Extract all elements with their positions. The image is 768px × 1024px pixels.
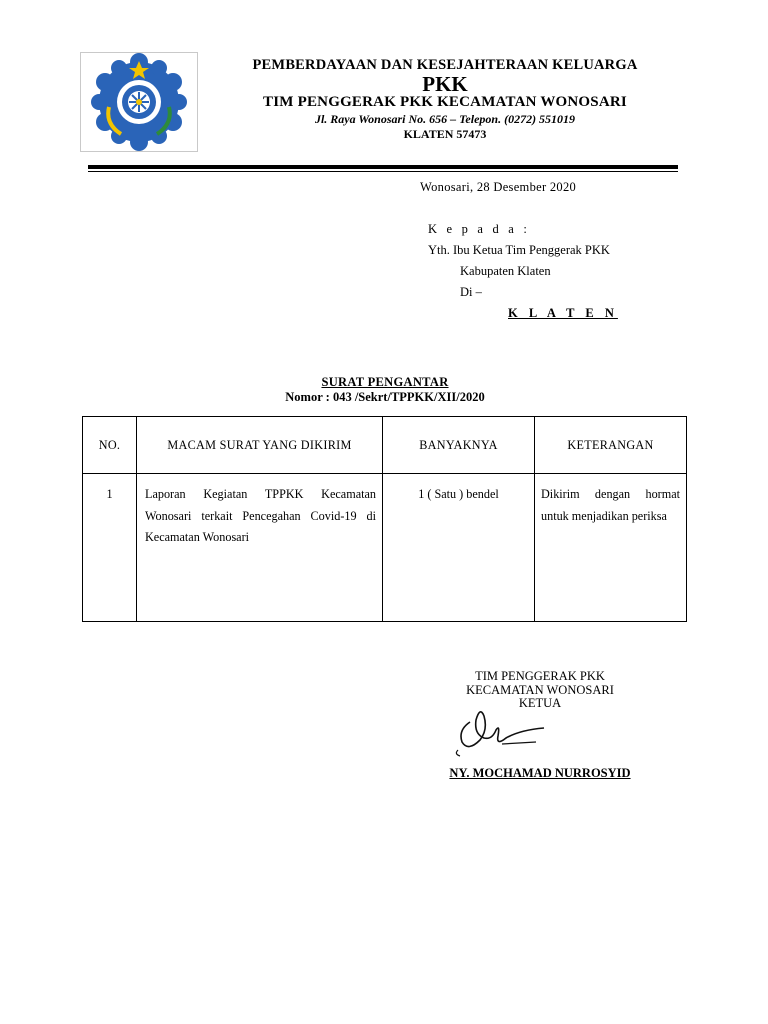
org-name: PEMBERDAYAAN DAN KESEJAHTERAAN KELUARGA (252, 57, 638, 73)
cell-qty: 1 ( Satu ) bendel (383, 474, 535, 622)
org-abbreviation: PKK (422, 72, 468, 96)
letterhead-divider-thick (88, 165, 678, 169)
signatory-name: NY. MOCHAMAD NURROSYID (449, 766, 631, 780)
signatory-org-line-2: KECAMATAN WONOSARI (466, 683, 614, 697)
letter-date: Wonosari, 28 Desember 2020 (420, 180, 577, 194)
recipient-line-1: Yth. Ibu Ketua Tim Penggerak PKK (428, 243, 610, 257)
org-city: KLATEN 57473 (403, 127, 487, 141)
signatory-role: KETUA (518, 696, 562, 710)
table-row (83, 474, 687, 622)
recipient-label: K e p a d a : (428, 222, 530, 236)
letter-number: Nomor : 043 /Sekrt/TPPKK/XII/2020 (285, 390, 485, 404)
pkk-logo (80, 52, 198, 152)
org-team: TIM PENGGERAK PKK KECAMATAN WONOSARI (263, 94, 627, 110)
recipient-line-2: Kabupaten Klaten (460, 264, 551, 278)
header-no: NO. (83, 417, 137, 474)
cell-type: Laporan Kegiatan TPPKK Kecamatan Wonosari terkait Pencegahan Covid-19 di Kecamatan Wonosari (137, 474, 383, 622)
handwritten-signature-icon (440, 700, 550, 760)
cell-no: 1 (83, 474, 137, 622)
header-note: KETERANGAN (535, 417, 687, 474)
letter-title: SURAT PENGANTAR (321, 375, 449, 389)
table-header-row (83, 417, 687, 474)
letterhead-divider-thin (88, 171, 678, 172)
recipient-line-3: Di – (460, 285, 482, 299)
recipient-city: K L A T E N (508, 306, 618, 320)
pkk-emblem-icon (81, 53, 197, 151)
header-qty: BANYAKNYA (383, 417, 535, 474)
letter-table (82, 416, 687, 622)
signatory-org-line-1: TIM PENGGERAK PKK (475, 669, 605, 683)
org-address: Jl. Raya Wonosari No. 656 – Telepon. (0272) 551019 (314, 112, 576, 126)
cell-note: Dikirim dengan hormat untuk menjadikan periksa (535, 474, 687, 622)
header-type: MACAM SURAT YANG DIKIRIM (137, 417, 383, 474)
